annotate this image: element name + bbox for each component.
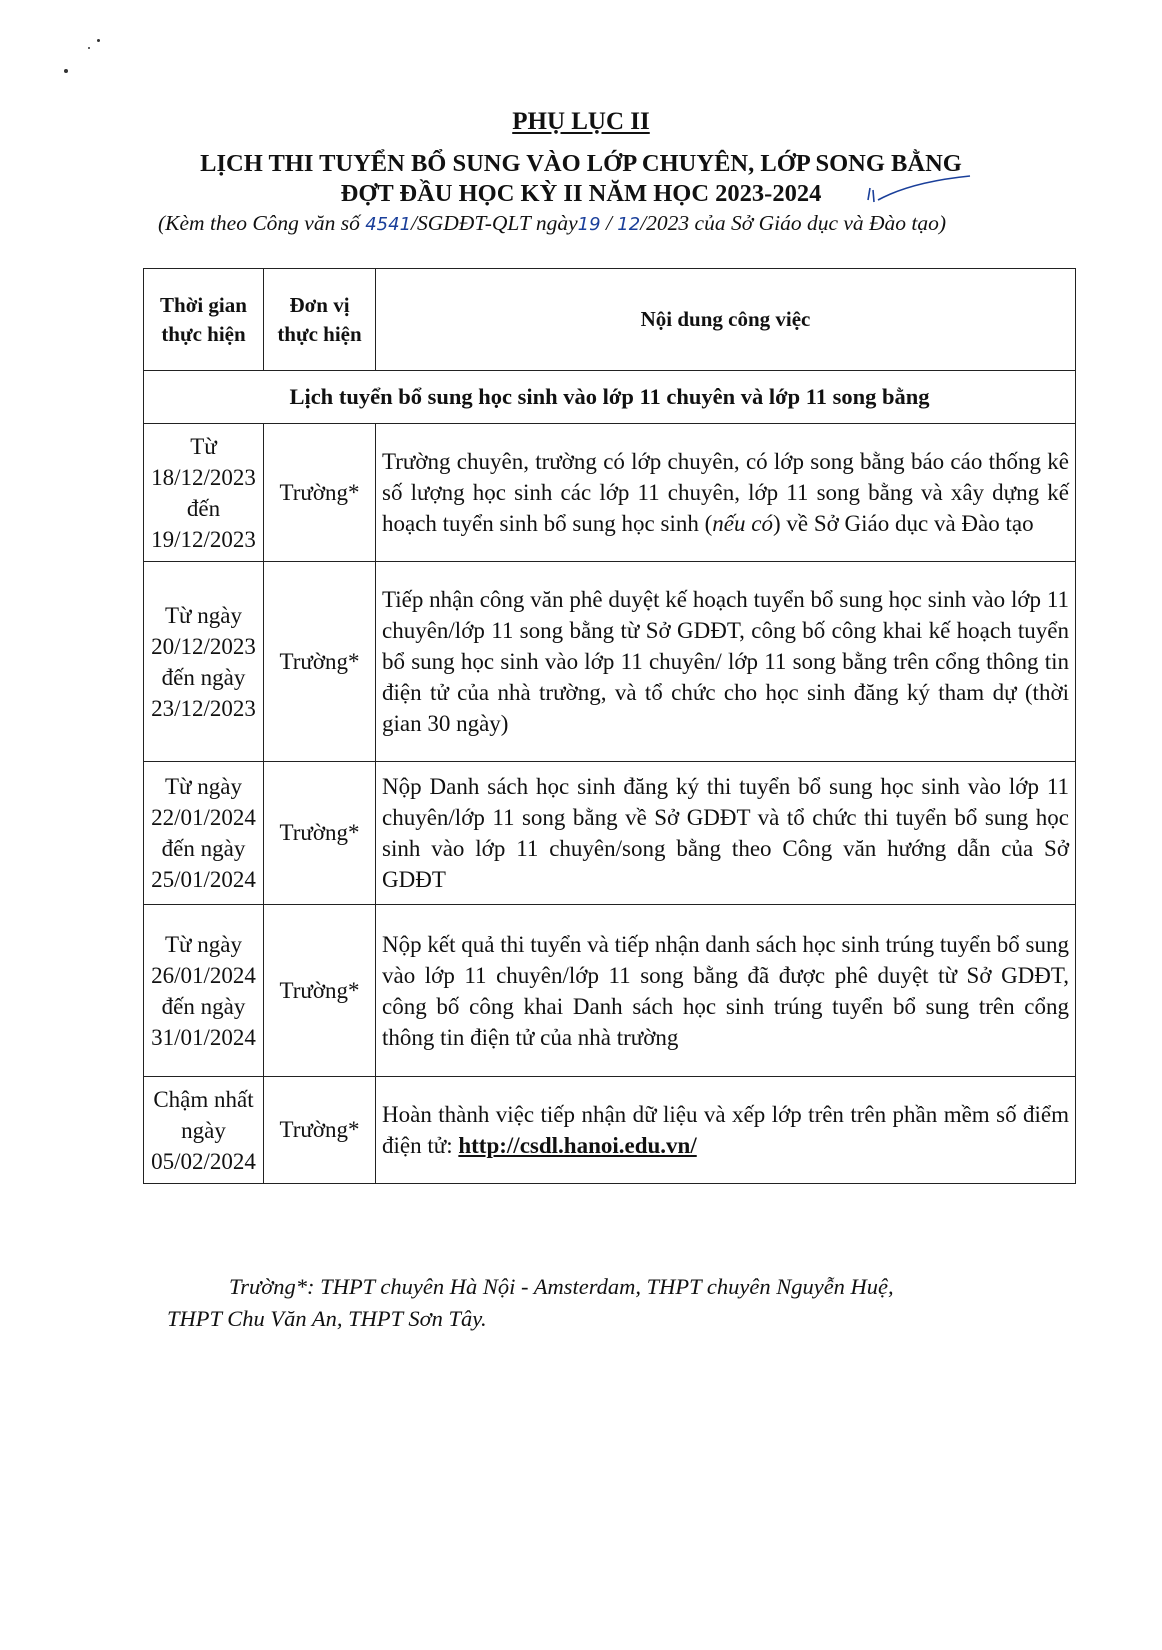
header-content: Nội dung công việc bbox=[376, 269, 1076, 371]
scan-speck bbox=[97, 39, 100, 42]
table-header-row bbox=[144, 269, 1076, 371]
row-time: Từ ngày 26/01/2024 đến ngày 31/01/2024 bbox=[144, 905, 264, 1077]
section-title: Lịch tuyển bổ sung học sinh vào lớp 11 chuyên và lớp 11 song bằng bbox=[144, 371, 1076, 424]
subtitle-sep: / bbox=[600, 211, 618, 235]
row-content: Nộp Danh sách học sinh đăng ký thi tuyển bổ sung học sinh vào lớp 11 chuyên/lớp 11 song bằng về Sở GDĐT và tổ chức thi tuyển bổ sung học sinh vào lớp 11 chuyên/song bằng theo Công văn hướng dẫn của Sở GDĐT bbox=[376, 762, 1076, 905]
handwritten-month: 12 bbox=[617, 214, 641, 235]
row-content: Trường chuyên, trường có lớp chuyên, có lớp song bằng báo cáo thống kê số lượng học sinh các lớp 11 chuyên, lớp 11 song bằng và xây dựng kế hoạch tuyển sinh bổ sung học sinh (nếu có) về Sở Giáo dục và Đào tạo bbox=[376, 424, 1076, 562]
row-unit: Trường* bbox=[264, 562, 376, 762]
handwritten-day: 19 bbox=[577, 214, 601, 235]
footnote-line-1: Trường*: THPT chuyên Hà Nội - Amsterdam, THPT chuyên Nguyễn Huệ, bbox=[229, 1274, 894, 1299]
row-time: Chậm nhất ngày 05/02/2024 bbox=[144, 1077, 264, 1184]
header-unit: Đơn vị thực hiện bbox=[264, 269, 376, 371]
subtitle-middle: /SGDĐT-QLT ngày bbox=[411, 211, 578, 235]
row-content-tail: về Sở Giáo dục và Đào tạo bbox=[780, 511, 1034, 536]
subtitle-prefix: (Kèm theo Công văn số bbox=[158, 211, 366, 235]
website-link[interactable]: http://csdl.hanoi.edu.vn/ bbox=[458, 1133, 697, 1158]
footnote-line-2: THPT Chu Văn An, THPT Sơn Tây. bbox=[167, 1306, 487, 1331]
table-row bbox=[144, 562, 1076, 762]
title-line-2: ĐỢT ĐẦU HỌC KỲ II NĂM HỌC 2023-2024 bbox=[340, 180, 822, 207]
row-unit: Trường* bbox=[264, 762, 376, 905]
row-content-italic: nếu có bbox=[712, 511, 773, 536]
footnote bbox=[167, 1271, 1067, 1335]
subtitle bbox=[158, 211, 1038, 236]
schedule-table-wrapper bbox=[143, 268, 1076, 1184]
appendix-title: PHỤ LỤC II bbox=[512, 108, 650, 135]
row-content: Nộp kết quả thi tuyển và tiếp nhận danh sách học sinh trúng tuyển bổ sung vào lớp 11 chuyên/lớp 11 song bằng đã được phê duyệt từ Sở GDĐT, công bố công khai Danh sách học sinh trúng tuyển bổ sung trên cổng thông tin điện tử của nhà trường bbox=[376, 905, 1076, 1077]
row-time: Từ ngày 20/12/2023 đến ngày 23/12/2023 bbox=[144, 562, 264, 762]
row-time: Từ ngày 22/01/2024 đến ngày 25/01/2024 bbox=[144, 762, 264, 905]
handwritten-mark bbox=[860, 168, 980, 208]
scan-speck bbox=[88, 47, 90, 49]
row-unit: Trường* bbox=[264, 424, 376, 562]
title-line-1: LỊCH THI TUYỂN BỔ SUNG VÀO LỚP CHUYÊN, LỚP SONG BẰNG bbox=[200, 150, 962, 177]
table-row bbox=[144, 1077, 1076, 1184]
row-unit: Trường* bbox=[264, 905, 376, 1077]
row-content bbox=[376, 1077, 1076, 1184]
row-content: Tiếp nhận công văn phê duyệt kế hoạch tuyển bổ sung học sinh vào lớp 11 chuyên/lớp 11 song bằng từ Sở GDĐT, công bố công khai kế hoạch tuyển bổ sung học sinh vào lớp 11 chuyên/ lớp 11 song bằng trên cổng thông tin điện tử của nhà trường, và tổ chức cho học sinh đăng ký tham dự (thời gian 30 ngày) bbox=[376, 562, 1076, 762]
schedule-table bbox=[143, 268, 1076, 1184]
row-time: Từ 18/12/2023 đến 19/12/2023 bbox=[144, 424, 264, 562]
table-row bbox=[144, 424, 1076, 562]
document-title bbox=[0, 149, 1162, 209]
row-content-text: Trường chuyên, trường có lớp chuyên, có lớp song bằng báo cáo thống kê số lượng học sinh các lớp 11 chuyên, lớp 11 song bằng và xây dựng kế hoạch tuyển sinh bổ sung học sinh bbox=[382, 449, 1069, 536]
row-unit: Trường* bbox=[264, 1077, 376, 1184]
subtitle-suffix: /2023 của Sở Giáo dục và Đào tạo) bbox=[640, 211, 947, 235]
handwritten-doc-number: 4541 bbox=[365, 214, 412, 235]
scan-speck bbox=[64, 69, 68, 73]
section-row bbox=[144, 371, 1076, 424]
table-row bbox=[144, 762, 1076, 905]
row-content-text: Hoàn thành việc tiếp nhận dữ liệu và xếp lớp trên trên phần mềm số điểm điện tử: bbox=[382, 1102, 1069, 1158]
header-time: Thời gian thực hiện bbox=[144, 269, 264, 371]
table-row bbox=[144, 905, 1076, 1077]
